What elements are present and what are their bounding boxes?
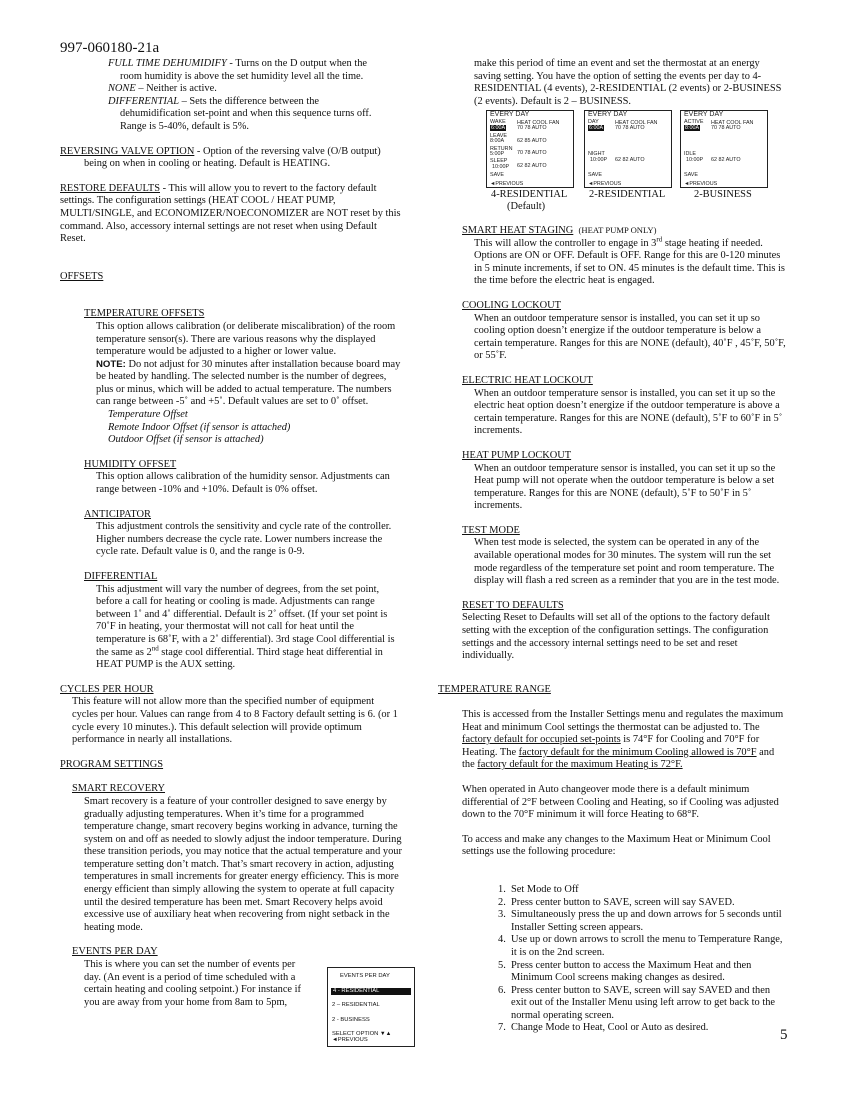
offset-item-remote-indoor: Remote Indoor Offset (if sensor is attached) <box>108 421 291 433</box>
temperature-offsets-text: This option allows calibration (or deliberate miscalibration) of the room temperature sensor(s). There are various reasons why the displayed temperature would be adjusted to a higher or lower value. <box>96 320 396 358</box>
offset-item-temperature: Temperature Offset <box>108 409 188 421</box>
cycles-per-hour-title: CYCLES PER HOUR <box>60 683 154 695</box>
humidity-offset-text: This option allows calibration of the humidity sensor. Adjustments can range between -10% and +10%. Default is 0% offset. <box>96 471 390 496</box>
procedure-step <box>462 960 788 985</box>
procedure-step-text: Press center button to SAVE, screen will say SAVED and then exit out of the Installer Menu using left arrow to get back to the normal operating screen. <box>511 984 776 1021</box>
temperature-range-body <box>462 709 788 1035</box>
events-per-day-title: EVENTS PER DAY <box>72 946 158 958</box>
procedure-step <box>462 985 788 1023</box>
cooling-lockout-text: When an outdoor temperature sensor is installed, you can set it up so cooling option doesn’t energize if the outdoor temperature is below a certain temperature. Ranges for this are NONE (default), 40˚F , 45˚F, 50˚F, or 55˚F. <box>474 312 786 362</box>
test-mode-title: TEST MODE <box>462 524 520 536</box>
temperature-range-p1: This is accessed from the Installer Settings menu and regulates the maximum Heat and minimum Cool settings the thermostat can be adjusted to. The factory default for occupied set-points is 74°F for Cooling and 70°F for Heating. The factory default for the minimum Cooling allowed is 70°F and the factory default for the maximum Heating is 72°F. <box>462 709 784 771</box>
reversing-valve-cont: being on when in cooling or heating. Default is HEATING. <box>84 158 331 170</box>
cooling-lockout-title: COOLING LOCKOUT <box>462 299 561 311</box>
procedure-step <box>462 884 788 897</box>
offsets-title: OFFSETS <box>60 270 104 282</box>
test-mode-text: When test mode is selected, the system can be operated in any of the available operational modes for 30 minutes. The system will run the set mode regardless of the temperature set point and room temperature. The display will flash a red screen as a reminder that you are in the test mode. <box>474 537 780 587</box>
smart-recovery-text: Smart recovery is a feature of your controller designed to save energy by gradually adjusting temperatures. When it’s time for a programmed temperature change, smart recovery begins working in advance, turning the <box>84 795 398 833</box>
restore-defaults-section: RESTORE DEFAULTS - This will allow you to revert to the factory default settings. The configuration settings (HEAT COOL / HEAT PUMP, MULTI/SINGLE, and ECONOMIZER/NOECONOMIZER are NOT reset by this command. Also, accessory internal settings are not reset when using Default Reset. <box>60 182 401 245</box>
smart-heat-staging-title: SMART HEAT STAGING <box>462 225 574 236</box>
procedure-step-number: 3. <box>498 909 506 921</box>
temperature-offsets-title: TEMPERATURE OFFSETS <box>84 308 205 320</box>
reversing-valve-title: REVERSING VALVE OPTION <box>60 145 195 157</box>
electric-heat-lockout-text: When an outdoor temperature sensor is installed, you can set it up so the electric heat option doesn’t energize if the outdoor temperature is above a certain temperature. Ranges for this are NONE (default), 5˚F to 60˚F in 5˚ increments. <box>474 387 783 437</box>
procedure-step <box>462 897 788 910</box>
procedure-step-text: Change Mode to Heat, Cool or Auto as desired. <box>511 1022 709 1034</box>
full-time-dehumidify-item: FULL TIME DEHUMIDIFY - Turns on the D output when the <box>108 58 368 69</box>
reset-to-defaults-title: RESET TO DEFAULTS <box>462 599 564 611</box>
humidity-offset-title: HUMIDITY OFFSET <box>84 458 177 470</box>
smart-heat-staging-text: This will allow the controller to engage in 3rd stage heating if needed. Options are ON or OFF. Default is OFF. Range for this are 0-120 minutes in 5 minute increments, if set to ON. 45 minutes is the default time. This is the time before the electric heat is engaged. <box>474 235 785 287</box>
caption-2-business: 2-BUSINESS <box>694 189 752 200</box>
note-label: NOTE: <box>96 358 126 370</box>
differential-item-range: Range is 5-40%, default is 5%. <box>120 120 249 132</box>
caption-4-residential: 4-RESIDENTIAL <box>491 189 568 200</box>
screen-2-residential: EVERY DAY DAY HEAT COOL FAN 6:00A 70 78 AUTO NIGHT 10:00P 62 82 AUTO SAVE ◄PREVIOUS <box>584 110 672 188</box>
events-screen-title: EVENTS PER DAY <box>340 973 390 979</box>
reversing-valve-section: REVERSING VALVE OPTION - Option of the reversing valve (O/B output) <box>60 145 381 157</box>
events-option-4-residential[interactable]: 4 - RESIDENTIAL <box>331 988 411 995</box>
events-option-2-business[interactable]: 2 - BUSINESS <box>332 1017 370 1023</box>
cycles-per-hour-text: This feature will not allow more than the specified number of equipment cycles per hour. Values can range from 4 to 8 Factory default setting is 6. (or 1 cycle every 10 minutes.). This default selection will provide optimum performance in nearly all installations. <box>72 696 398 746</box>
procedure-step-text: Set Mode to Off <box>511 883 579 895</box>
anticipator-title: ANTICIPATOR <box>84 508 151 520</box>
events-cont-paragraph: make this period of time an event and set the thermostat at an energy saving setting. You have the option of setting the events per day to 4-RESIDENTIAL (4 events), 2-RESIDENTIAL (2 events) or 2-BUSINESS (2 events). Default is 2 – BUSINESS. <box>474 58 782 107</box>
differential-item: DIFFERENTIAL – Sets the difference between the <box>108 95 320 107</box>
differential-item-cont: dehumidification set-point and when this sequence turns off. <box>120 108 372 120</box>
reset-to-defaults-text: Selecting Reset to Defaults will set all of the options to the factory default setting with the exception of the configuration settings. The configuration settings and the accessory internal settings need to be set and reset individually. <box>462 612 770 662</box>
procedure-step-number: 6. <box>498 984 506 996</box>
temperature-range-title: TEMPERATURE RANGE <box>438 684 551 695</box>
heat-pump-lockout-text: When an outdoor temperature sensor is installed, you can set it up so the Heat pump will not operate when the outdoor temperature is below a set temperature. Ranges for this are NONE (default), 5˚F to 50˚F in 5˚ increments. <box>474 462 776 512</box>
screen-4-residential: EVERY DAY HEAT COOL FAN WAKE 6:00A 70 78 AUTO LEAVE 8:00A 62 85 AUTO RETURN 5:00P 70 78 AUTO SLEEP 10:00P 62 82 AUTO SAVE ◄PREVIOUS <box>486 110 574 188</box>
procedure-step-text: Simultaneously press the up and down arrows for 5 seconds until Installer Setting screen appears. <box>511 909 782 933</box>
page-number: 5 <box>780 1027 788 1043</box>
procedure-step-number: 7. <box>498 1022 506 1034</box>
left-column <box>60 58 402 1009</box>
smart-recovery-title: SMART RECOVERY <box>72 783 166 795</box>
right-column <box>462 224 788 663</box>
procedure-step-text: Press center button to SAVE, screen will say SAVED. <box>511 896 735 908</box>
electric-heat-lockout-title: ELECTRIC HEAT LOCKOUT <box>462 374 593 386</box>
full-time-dehumidify-cont: room humidity is above the set humidity level all the time. <box>120 70 364 82</box>
heat-pump-lockout-title: HEAT PUMP LOCKOUT <box>462 449 572 461</box>
procedure-step-number: 5. <box>498 959 506 971</box>
procedure-step-number: 1. <box>498 883 506 895</box>
temperature-range-p2: When operated in Auto changeover mode there is a default minimum differential of 2°F between Cooling and Heating, so if Cooling was adjusted down to the 70°F minimum it will force Heating to 68°F. <box>462 783 779 821</box>
events-previous[interactable]: ◄PREVIOUS <box>332 1037 368 1043</box>
smart-heat-staging-heading: SMART HEAT STAGING (HEAT PUMP ONLY) <box>462 225 657 236</box>
events-select-option: SELECT OPTION ▼▲ <box>332 1031 392 1037</box>
procedure-step-text: Press center button to access the Maximum Heat and then Minimum Cool screens making changes as desired. <box>511 959 752 984</box>
procedure-step-number: 2. <box>498 896 506 908</box>
procedure-step <box>462 934 788 959</box>
restore-defaults-title: RESTORE DEFAULTS <box>60 182 160 194</box>
screen-2-business: EVERY DAY ACTIVE HEAT COOL FAN 8:00A 70 78 AUTO IDLE 10:00P 62 82 AUTO SAVE ◄PREVIOUS <box>680 110 768 188</box>
caption-2-residential: 2-RESIDENTIAL <box>589 189 666 200</box>
temperature-offsets-note: NOTE: Do not adjust for 30 minutes after installation because board may be heated by handling. The selected number is the number of degrees, plus or minus, which will be added to actual temperature. The numbers can range between -5˚ and +5˚. Default values are set to 0˚ offset. <box>96 358 401 408</box>
program-settings-title: PROGRAM SETTINGS <box>60 758 164 770</box>
offset-item-outdoor: Outdoor Offset (if sensor is attached) <box>108 434 264 446</box>
events-per-day-screen <box>327 967 415 1047</box>
temperature-range-p3: To access and make any changes to the Maximum Heat or Minimum Cool settings use the following procedure: <box>462 833 771 858</box>
smart-recovery-text-cont: system on and off as needed to slowly adjust the indoor temperature. During these transition periods, you may notice that the actual temperature and your temperature setting don’t match. That’s smart recovery in action, adjusting temperatures in small increments for greater energy efficiency. This is more energy efficient than simply allowing the system to operate at full capacity until the desired temperature has been met. Smart Recovery helps avoid excessive use of auxiliary heat when recovering from night setback in the heating mode. <box>84 833 402 933</box>
procedure-steps <box>462 884 788 1035</box>
events-option-2-residential[interactable]: 2 – RESIDENTIAL <box>332 1002 380 1008</box>
none-item: NONE – Neither is active. <box>108 83 217 95</box>
events-per-day-text: This is where you can set the number of events per day. (An event is a period of time scheduled with a certain heating and cooling setpoint.) For instance if you are away from your home from 8am to 5pm, <box>84 959 301 1008</box>
procedure-step <box>462 1022 788 1035</box>
anticipator-text: This adjustment controls the sensitivity and cycle rate of the controller. Higher numbers decrease the cycle rate. Lower numbers increase the cycle rate. Default value is 0, and the range is 0-9. <box>96 521 392 558</box>
caption-default: (Default) <box>507 201 546 212</box>
procedure-step-text: Use up or down arrows to scroll the menu to Temperature Range, it is on the 2nd screen. <box>511 934 783 958</box>
differential-title: DIFFERENTIAL <box>84 571 158 582</box>
differential-text: This adjustment will vary the number of degrees, from the set point, before a call for heating or cooling is made. Adjustments can range between 1˚ and 4˚ differential. Default is 2˚ offset. (If your set point is 70˚F in heating, your thermostat will not call for heat until the temperature is 68˚F, with a 2˚ differential). 3rd stage Cool differential is the same as 2nd stage cool differential. Third stage heat differential in HEAT PUMP is the AUX setting. <box>96 583 395 671</box>
document-id: 997-060180-21a <box>60 40 160 56</box>
procedure-step-number: 4. <box>498 934 506 946</box>
procedure-step <box>462 909 788 934</box>
